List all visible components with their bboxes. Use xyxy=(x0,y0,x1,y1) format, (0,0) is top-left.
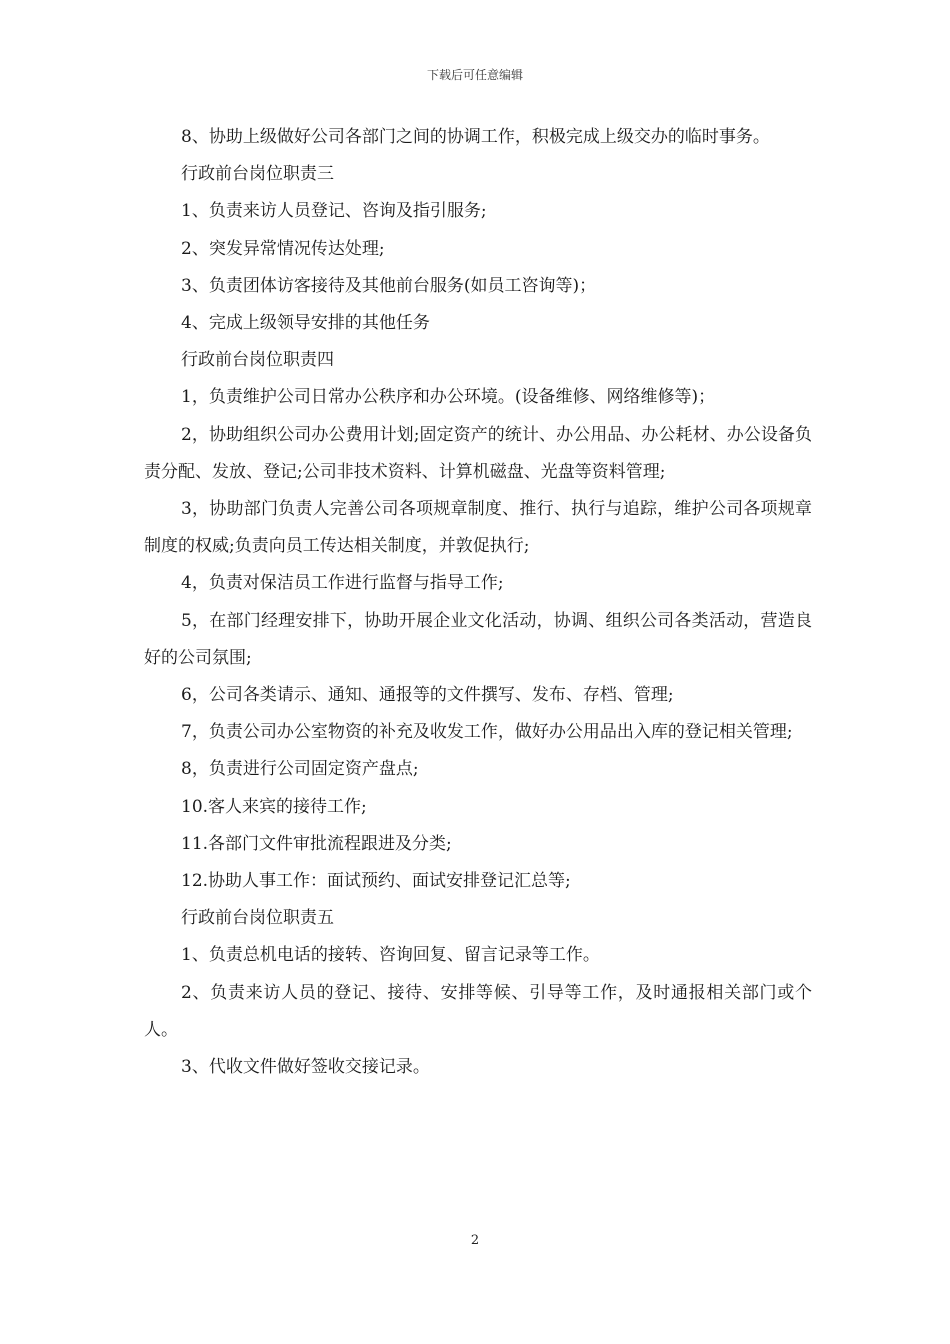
paragraph: 4、完成上级领导安排的其他任务 xyxy=(181,313,430,334)
document-body xyxy=(144,119,812,1086)
section-heading: 行政前台岗位职责三 xyxy=(181,164,334,185)
paragraph: 4，负责对保洁员工作进行监督与指导工作; xyxy=(181,573,504,594)
paragraph: 5，在部门经理安排下，协助开展企业文化活动，协调、组织公司各类活动，营造良好的公司氛围; xyxy=(144,610,812,668)
paragraph: 2、突发异常情况传达处理; xyxy=(181,238,385,259)
paragraph: 1，负责维护公司日常办公秩序和办公环境。(设备维修、网络维修等)； xyxy=(181,387,716,408)
paragraph: 3、负责团体访客接待及其他前台服务(如员工咨询等)； xyxy=(181,275,597,296)
paragraph: 3，协助部门负责人完善公司各项规章制度、推行、执行与追踪，维护公司各项规章制度的权威;负责向员工传达相关制度，并敦促执行; xyxy=(144,499,812,557)
paragraph: 3、代收文件做好签收交接记录。 xyxy=(181,1057,430,1078)
paragraph: 1、负责来访人员登记、咨询及指引服务; xyxy=(181,201,487,222)
paragraph: 7，负责公司办公室物资的补充及收发工作，做好办公用品出入库的登记相关管理; xyxy=(181,722,793,743)
paragraph: 8，负责进行公司固定资产盘点; xyxy=(181,759,419,780)
paragraph: 12.协助人事工作：面试预约、面试安排登记汇总等; xyxy=(181,871,571,892)
section-heading: 行政前台岗位职责四 xyxy=(181,350,334,371)
page-header-note: 下载后可任意编辑 xyxy=(426,68,523,82)
paragraph: 8、协助上级做好公司各部门之间的协调工作，积极完成上级交办的临时事务。 xyxy=(181,127,770,147)
paragraph: 10.客人来宾的接待工作; xyxy=(181,796,367,817)
page-number: 2 xyxy=(470,1233,480,1248)
paragraph: 6，公司各类请示、通知、通报等的文件撰写、发布、存档、管理; xyxy=(181,685,674,706)
paragraph: 2，协助组织公司办公费用计划;固定资产的统计、办公用品、办公耗材、办公设备负责分配、发放、登记;公司非技术资料、计算机磁盘、光盘等资料管理; xyxy=(144,424,812,482)
paragraph: 2、负责来访人员的登记、接待、安排等候、引导等工作，及时通报相关部门或个人。 xyxy=(144,982,812,1040)
paragraph: 11.各部门文件审批流程跟进及分类; xyxy=(181,833,452,854)
paragraph: 1、负责总机电话的接转、咨询回复、留言记录等工作。 xyxy=(181,945,600,966)
section-heading: 行政前台岗位职责五 xyxy=(181,908,334,929)
